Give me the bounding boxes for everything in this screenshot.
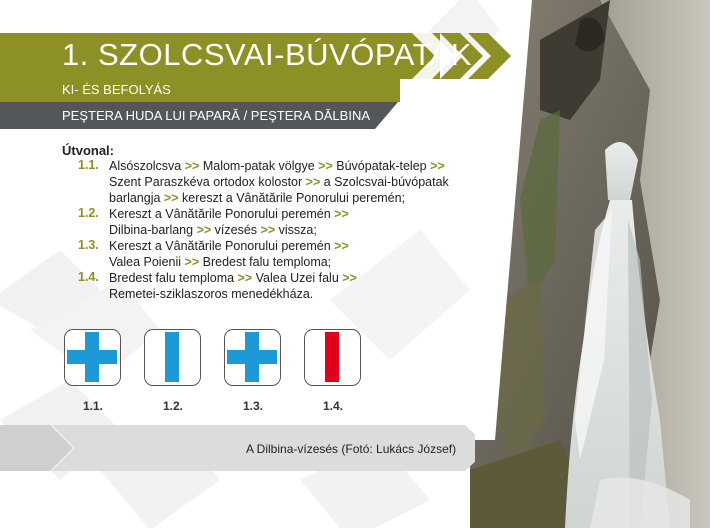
route-stop: Remetei-sziklaszoros menedékháza.	[109, 287, 314, 301]
route-stop: Szent Paraszkéva ortodox kolostor	[109, 175, 303, 189]
route-separator: >>	[237, 271, 253, 285]
route-stop: a Szolcsvai-búvópatak barlangja	[109, 175, 449, 205]
route-stop: Valea Uzei falu	[255, 271, 339, 285]
route-separator: >>	[260, 223, 276, 237]
route-separator: >>	[184, 159, 200, 173]
route-list	[62, 158, 482, 302]
route-stop: Kereszt a Vânătările Ponorului peremén	[109, 207, 331, 221]
route-number: 1.4.	[78, 270, 99, 284]
page-title: 1. SZOLCSVAI-BÚVÓPATAK	[62, 37, 473, 72]
route-stop: vízesés	[214, 223, 258, 237]
route-separator: >>	[334, 239, 349, 253]
route-number: 1.3.	[78, 238, 99, 252]
route-separator: >>	[334, 207, 349, 221]
photo-caption: A Dilbina-vízesés (Fotó: Lukács József)	[246, 442, 457, 456]
sign-label: 1.1.	[82, 399, 103, 413]
route-text	[109, 238, 482, 270]
route-item	[62, 270, 482, 302]
route-number: 1.1.	[78, 158, 99, 172]
route-separator: >>	[342, 271, 357, 285]
sign-label: 1.4.	[322, 399, 343, 413]
route-stop: Dilbina-barlang	[109, 223, 194, 237]
blue-cross-icon	[64, 329, 121, 386]
blue-cross-icon	[224, 329, 281, 386]
route-stop: vissza;	[278, 223, 317, 237]
route-text	[109, 158, 482, 206]
route-item	[62, 206, 482, 238]
route-stop: Malom-patak völgye	[202, 159, 315, 173]
subtitle-bar	[0, 79, 400, 102]
route-number: 1.2.	[78, 206, 99, 220]
blue-vertical-stripe-icon	[144, 329, 201, 386]
route-stop: kereszt a Vânătările Ponorului peremén;	[182, 191, 406, 205]
route-stop: Bredest falu temploma	[109, 271, 235, 285]
route-separator: >>	[163, 191, 179, 205]
route-separator: >>	[305, 175, 321, 189]
route-text	[109, 270, 482, 302]
route-stop: Búvópatak-telep	[336, 159, 427, 173]
subtitle: KI- ÉS BEFOLYÁS	[62, 82, 171, 97]
route-heading: Útvonal:	[62, 143, 114, 158]
route-stop: Valea Poienii	[109, 255, 182, 269]
route-stop: Kereszt a Vânătările Ponorului peremén	[109, 239, 331, 253]
sign-label: 1.3.	[242, 399, 263, 413]
route-item	[62, 238, 482, 270]
route-stop: Bredest falu temploma;	[202, 255, 332, 269]
red-vertical-stripe-icon	[304, 329, 361, 386]
route-text	[109, 206, 482, 238]
route-item	[62, 158, 482, 206]
sign-label: 1.2.	[162, 399, 183, 413]
route-separator: >>	[184, 255, 200, 269]
route-separator: >>	[318, 159, 333, 173]
route-separator: >>	[196, 223, 212, 237]
route-separator: >>	[430, 159, 445, 173]
route-stop: Alsószolcsva	[109, 159, 182, 173]
caves-subtitle: PEŞTERA HUDA LUI PAPARĂ / PEŞTERA DĂLBINA	[62, 108, 371, 123]
